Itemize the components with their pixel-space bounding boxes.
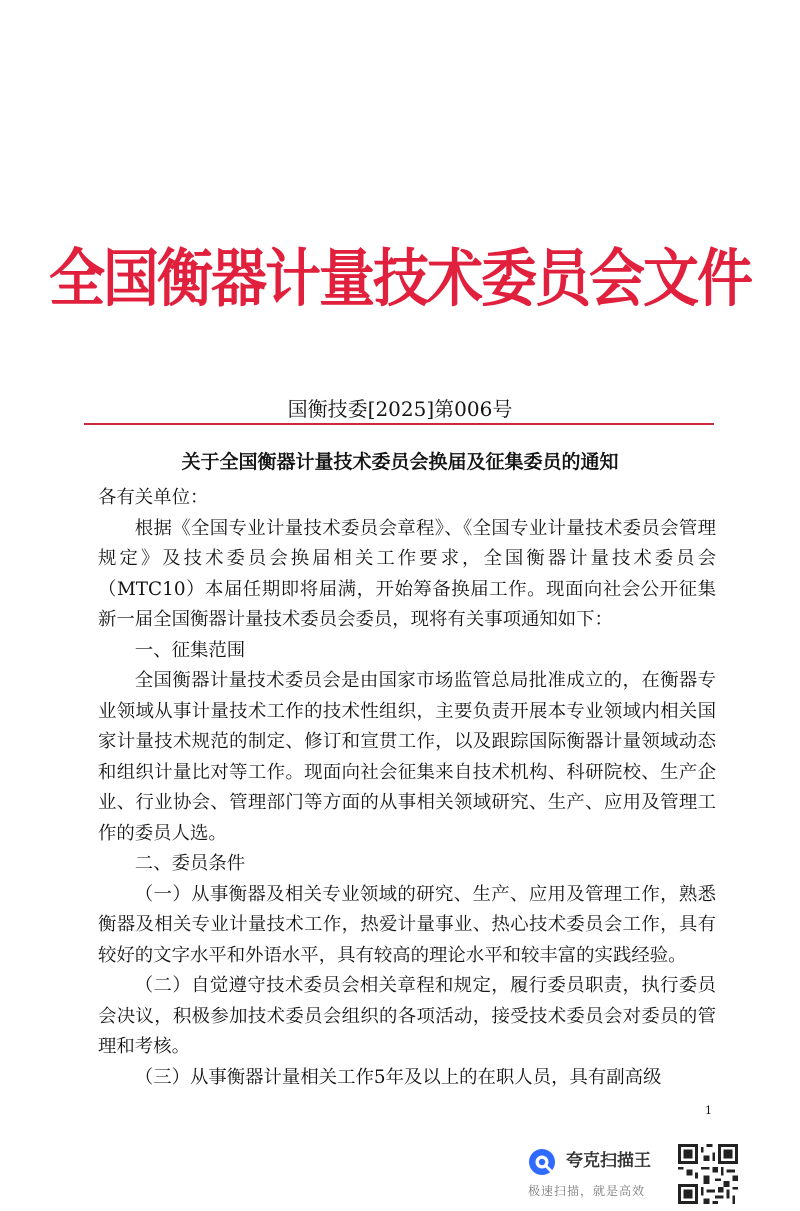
document-number: 国衡技委[2025]第006号 (287, 397, 513, 421)
watermark-slogan: 极速扫描，就是高效 (528, 1184, 646, 1198)
section-heading-scope: 一、征集范围 (134, 639, 246, 661)
paragraph-intro: 根据《全国专业计量技术委员会章程》、《全国专业计量技术委员会管理规定》及技术委员会换届相关工作要求，全国衡器计量技术委员会（MTC10）本届任期即将届满，开始筹备换届工作。现面向社会公开征集新一届全国衡器计量技术委员会委员，现将有关事项通知如下： (98, 517, 716, 630)
paragraph-condition-2: （二）自觉遵守技术委员会相关章程和规定，履行委员职责，执行委员会决议，积极参加技术委员会组织的各项活动，接受技术委员会对委员的管理和考核。 (98, 975, 716, 1057)
watermark-brand: 夸克扫描王 (566, 1151, 651, 1171)
qr-code-icon (678, 1144, 738, 1204)
salutation: 各有关单位： (98, 487, 209, 508)
section-heading-conditions: 二、委员条件 (134, 853, 246, 874)
notice-title: 关于全国衡器计量技术委员会换届及征集委员的通知 (181, 451, 619, 473)
paragraph-condition-1: （一）从事衡器及相关专业领域的研究、生产、应用及管理工作，熟悉衡器及相关专业计量技术工作，热爱计量事业、热心技术委员会工作，具有较好的文字水平和外语水平，具有较高的理论水平和较丰富的实践经验。 (98, 883, 716, 966)
red-divider-rule (84, 423, 714, 425)
paragraph-scope: 全国衡器计量技术委员会是由国家市场监管总局批准成立的，在衡器专业领域从事计量技术工作的技术性组织，主要负责开展本专业领域内相关国家计量技术规范的制定、修订和宣贯工作，以及跟踪国际衡器计量领域动态和组织计量比对等工作。现面向社会征集来自技术机构、科研院校、生产企业、行业协会、管理部门等方面的从事相关领域研究、生产、应用及管理工作的委员人选。 (98, 670, 716, 844)
paragraph-condition-3: （三）从事衡器计量相关工作5年及以上的在职人员，具有副高级 (134, 1066, 662, 1088)
quark-logo-icon (528, 1148, 556, 1176)
notice-body (98, 483, 716, 1093)
page-number: 1 (705, 1104, 712, 1117)
scanner-watermark (528, 1144, 738, 1206)
document-banner-title: 全国衡器计量技术委员会文件 (49, 243, 751, 316)
